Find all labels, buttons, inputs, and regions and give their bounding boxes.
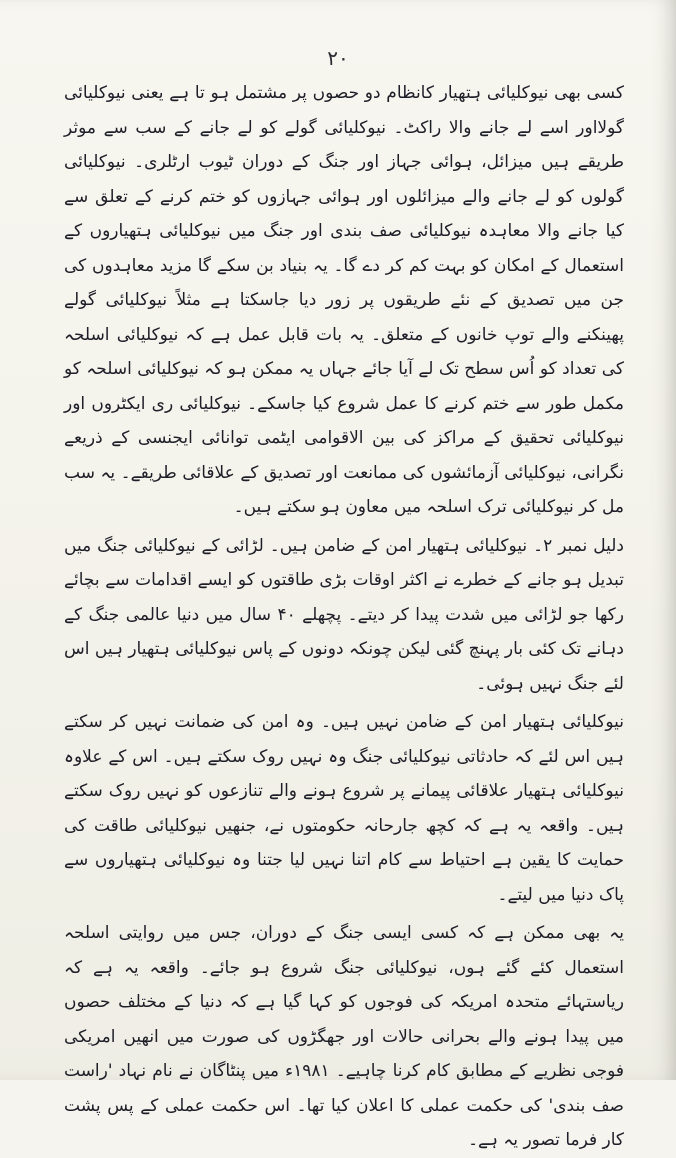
paragraph-3: نیوکلیائی ہتھیار امن کے ضامن نہیں ہیں۔ وہ امن کی ضمانت نہیں کر سکتے ہیں اس لئے کہ حادثاتی نیوکلیائی جنگ وہ نہیں روک سکتے ہیں۔ اس کے علاوہ نیوکلیائی ہتھیار علاقائی پیمانے پر شروع ہونے والے تنازعوں کو نہیں روک سکتے ہیں۔ واقعہ یہ ہے کہ کچھ جارحانہ حکومتوں نے، جنھیں نیوکلیائی طاقت کی حمایت کا یقین ہے احتیاط سے کام اتنا نہیں لیا جتنا وہ نیوکلیائی ہتھیاروں سے پاک دنیا میں لیتے۔ (64, 712, 624, 905)
paragraph-4: یہ بھی ممکن ہے کہ کسی ایسی جنگ کے دوران، جس میں روایتی اسلحہ استعمال کئے گئے ہوں، نیوکلیائی جنگ شروع ہو جائے۔ واقعہ یہ ہے کہ ریاستہائے متحدہ امریکہ کی فوجوں کو کہا گیا ہے کہ دنیا کے مختلف حصوں میں پیدا ہونے والے بحرانی حالات اور جھگڑوں کی صورت میں انھیں امریکی فوجی نظریے کے مطابق کام کرنا چاہیے۔ ۱۹۸۱ء میں پنٹاگان نے نام نہاد 'راست صف بندی' کی حکمت عملی کا اعلان کیا تھا۔ اس حکمت عملی کے پس پشت کار فرما تصور یہ ہے۔ (64, 923, 624, 1150)
paragraph-1: کسی بھی نیوکلیائی ہتھیار کانظام دو حصوں پر مشتمل ہو تا ہے یعنی نیوکلیائی گولااور اسے لے جانے والا راکٹ۔ نیوکلیائی گولے کو لے جانے کے سب سے موثر طریقے ہیں میزائل، ہوائی جہاز اور جنگ کے دوران ٹیوب ارٹلری۔ نیوکلیائی گولوں کو لے جانے والے میزائلوں اور ہوائی جہازوں کو ختم کرنے کے تعلق سے کیا جانے والا معاہدہ نیوکلیائی صف بندی اور جنگ میں نیوکلیائی ہتھیاروں کے استعمال کے امکان کو بہت کم کر دے گا۔ یہ بنیاد بن سکے گا مزید معاہدوں کی جن میں تصدیق کے نئے طریقوں پر زور دیا جاسکتا ہے مثلاً نیوکلیائی گولے پھینکنے والے توپ خانوں کے متعلق۔ یہ بات قابل عمل ہے کہ نیوکلیائی اسلحہ کی تعداد کو اُس سطح تک لے آیا جائے جہاں یہ ممکن ہو کہ نیوکلیائی اسلحہ کو مکمل طور سے ختم کرنے کا عمل شروع کیا جاسکے۔ نیوکلیائی ری ایکٹروں اور نیوکلیائی تحقیق کے مراکز کی بین الاقوامی ایٹمی توانائی ایجنسی کے ذریعے نگرانی، نیوکلیائی آزمائشوں کی ممانعت اور تصدیق کے علاقائی طریقے۔ یہ سب مل کر نیوکلیائی ترک اسلحہ میں معاون ہو سکتے ہیں۔ (64, 83, 624, 517)
page-text (64, 76, 624, 1158)
page-number: ۲۰ (327, 46, 349, 70)
paragraph-2: دلیل نمبر ۲۔ نیوکلیائی ہتھیار امن کے ضامن ہیں۔ لڑائی کے نیوکلیائی جنگ میں تبدیل ہو جانے کے خطرے نے اکثر اوقات بڑی طاقتوں کو ایسے اقدامات سے بچائے رکھا جو لڑائی میں شدت پیدا کر دیتے۔ پچھلے ۴۰ سال میں دنیا عالمی جنگ کے دہانے تک کئی بار پہنچ گئی لیکن چونکہ دونوں کے پاس نیوکلیائی ہتھیار ہیں اس لئے جنگ نہیں ہوئی۔ (64, 535, 624, 694)
